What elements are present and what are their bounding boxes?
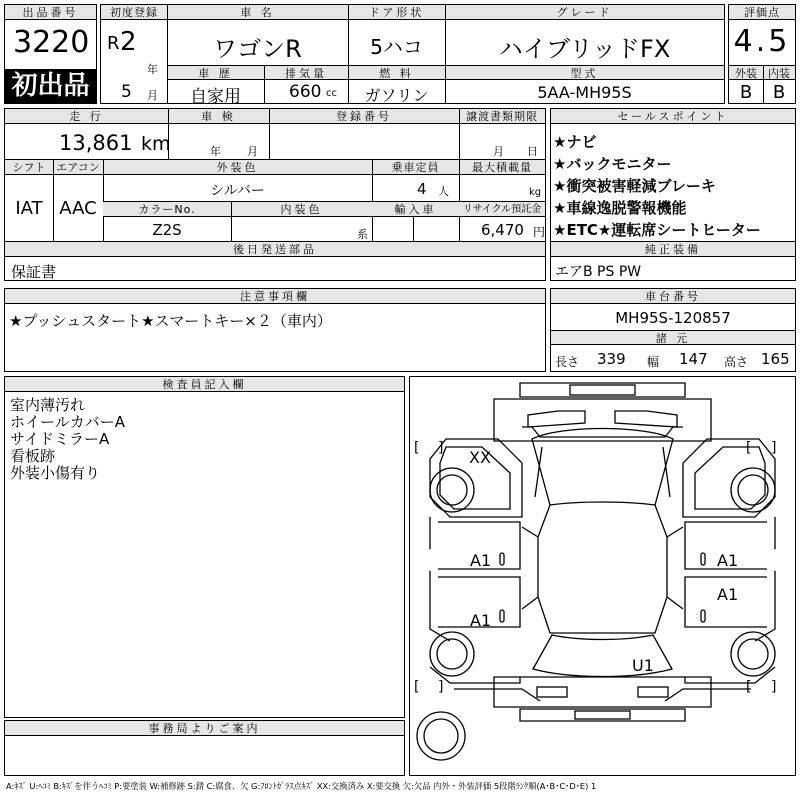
- sales-label: セールスポイント: [551, 109, 795, 124]
- damage-mark-u1: U1: [632, 656, 654, 675]
- fuel-value: ガソリン: [364, 86, 429, 105]
- damage-mark-a1-right-rear: A1: [717, 585, 739, 604]
- damage-mark-a1-left-rear: A1: [470, 611, 492, 630]
- lot-number: 3220: [13, 25, 90, 60]
- mileage-value: 13,861: [59, 131, 133, 155]
- car-name: ワゴンR: [213, 35, 302, 63]
- recycle-value: 6,470: [481, 221, 524, 239]
- office-label: 事務局よりご案内: [5, 721, 404, 736]
- bracket-left-3: [: [414, 679, 420, 695]
- mileage-label: 走 行: [5, 109, 168, 124]
- color-value: シルバー: [210, 183, 265, 199]
- color-label: 外装色: [103, 160, 372, 175]
- history-value: 自家用: [190, 87, 241, 107]
- grade-value: ハイブリッドFX: [498, 35, 671, 63]
- disp-unit: cc: [326, 88, 337, 99]
- bracket-right-3: [: [746, 679, 752, 695]
- disp-label: 排気量: [264, 65, 348, 80]
- notes-label: 注意事項欄: [5, 289, 545, 304]
- later-parts-value: 保証書: [11, 263, 57, 281]
- sales-point-5: ★ETC★運転席シートヒーター: [553, 221, 761, 239]
- plate-label: 登録番号: [269, 109, 459, 124]
- equipment-box: [550, 241, 796, 281]
- first-listing-badge: 初出品: [5, 69, 96, 104]
- bracket-left-2: ]: [438, 440, 444, 456]
- model-value: 5AA-MH95S: [537, 83, 632, 102]
- inspector-line-5: 外装小傷有り: [10, 464, 101, 482]
- equipment-label: 純正装備: [551, 242, 795, 257]
- mileage-unit: km: [141, 133, 171, 155]
- ext-value: B: [739, 82, 753, 103]
- ac-value: AAC: [59, 198, 97, 219]
- load-label: 最大積載量: [459, 160, 545, 175]
- later-parts-box: [4, 241, 546, 281]
- reg-month: 5: [121, 82, 132, 102]
- transfer-label: 譲渡書類期限: [459, 109, 545, 124]
- damage-mark-xx: XX: [469, 448, 491, 467]
- width-value: 147: [679, 350, 708, 368]
- inspect-month-unit: 月: [247, 145, 258, 158]
- inspector-line-2: ホイールカバーA: [10, 413, 125, 431]
- disp-value: 660: [289, 82, 322, 102]
- history-label: 車 歴: [167, 65, 264, 80]
- bracket-right-4: ]: [771, 679, 777, 695]
- inspector-box: [4, 376, 405, 718]
- bracket-left-4: ]: [438, 679, 444, 695]
- sales-point-4: ★車線逸脱警報機能: [553, 199, 687, 217]
- height-label: 高さ: [724, 355, 749, 369]
- shift-value: IAT: [15, 198, 43, 219]
- capacity-label: 乗車定員: [372, 160, 459, 175]
- model-label: 型式: [445, 65, 724, 80]
- int-value: B: [772, 82, 786, 103]
- chassis-box: [550, 288, 796, 372]
- month-unit: 月: [147, 89, 158, 102]
- car-diagram: [409, 376, 796, 776]
- bracket-left-1: [: [414, 440, 420, 456]
- damage-mark-a1-right-front: A1: [717, 551, 739, 570]
- capacity-value: 4: [417, 180, 427, 198]
- bracket-right-1: [: [746, 440, 752, 456]
- recycle-label: リサイクル預託金: [459, 202, 545, 217]
- chassis-value: MH95S-120857: [615, 309, 731, 327]
- era-year: 2: [120, 27, 137, 57]
- notes-box: [4, 288, 546, 372]
- width-label: 幅: [647, 355, 660, 369]
- sales-point-2: ★バックモニター: [553, 155, 672, 173]
- transfer-month-unit: 月: [493, 145, 504, 158]
- era-letter: R: [107, 33, 120, 54]
- shift-label: シフト: [5, 160, 53, 175]
- door-value: 5ハコ: [370, 35, 423, 59]
- recycle-unit: 円: [533, 225, 546, 239]
- score-box: [728, 4, 796, 104]
- notes-value: ★プッシュスタート★スマートキー×２（車内）: [9, 312, 332, 330]
- int-label: 内装: [763, 65, 795, 80]
- inspector-line-3: サイドミラーA: [10, 430, 110, 448]
- sales-point-3: ★衝突被害軽減ブレーキ: [553, 177, 716, 195]
- year-unit: 年: [147, 63, 158, 76]
- height-value: 165: [761, 350, 790, 368]
- capacity-unit: 人: [438, 185, 449, 198]
- office-box: [4, 720, 405, 776]
- door-label: ドア形状: [348, 5, 445, 20]
- fuel-label: 燃 料: [348, 65, 445, 80]
- length-value: 339: [597, 350, 626, 368]
- later-parts-label: 後日発送部品: [5, 242, 545, 257]
- car-outline: [410, 377, 795, 775]
- chassis-label: 車台番号: [551, 289, 795, 304]
- name-label: 車 名: [167, 5, 348, 20]
- inspector-line-1: 室内薄汚れ: [10, 396, 86, 414]
- lot-box: [4, 4, 97, 104]
- bracket-right-2: ]: [771, 440, 777, 456]
- interior-label: 内装色: [231, 202, 372, 217]
- damage-mark-a1-left-front: A1: [470, 551, 492, 570]
- legend-text: A:ｷｽﾞ U:ﾍｺﾐ B:ｷｽﾞを伴うﾍｺﾐ P:要塗装 W:補修跡 S:錆 C:腐食、欠 G:ﾌﾛﾝﾄｶﾞﾗｽ点ｷｽﾞ XX:交換済み X:要交換 欠:欠品 内外・外装評価 5段階ﾗﾝｸ順(A･B･C･D･E) 1: [6, 781, 597, 791]
- ext-label: 外装: [729, 65, 763, 80]
- interior-unit: 系: [357, 228, 368, 241]
- ac-label: エアコン: [53, 160, 103, 175]
- length-label: 長さ: [555, 355, 580, 369]
- sales-box: [550, 108, 796, 242]
- sales-point-1: ★ナビ: [553, 133, 597, 151]
- grade-label: グレード: [445, 5, 724, 20]
- load-unit: kg: [529, 187, 542, 198]
- dims-label: 諸 元: [551, 330, 795, 345]
- score-value: 4.5: [733, 24, 791, 59]
- transfer-day-unit: 日: [527, 145, 538, 158]
- reg-label: 初度登録: [101, 5, 167, 20]
- specs-box: [4, 108, 546, 242]
- equipment-value: エアB PS PW: [555, 264, 642, 280]
- colorno-label: カラーNo.: [103, 202, 231, 217]
- colorno-value: Z2S: [152, 221, 182, 239]
- import-label: 輸入車: [372, 202, 459, 217]
- inspect-year-unit: 年: [210, 145, 221, 158]
- lot-label: 出品番号: [5, 5, 96, 20]
- inspector-line-4: 看板跡: [10, 447, 56, 465]
- inspector-label: 検査員記入欄: [5, 377, 404, 392]
- score-label: 評価点: [729, 5, 795, 20]
- inspect-label: 車 検: [168, 109, 269, 124]
- car-info-box: [100, 4, 725, 107]
